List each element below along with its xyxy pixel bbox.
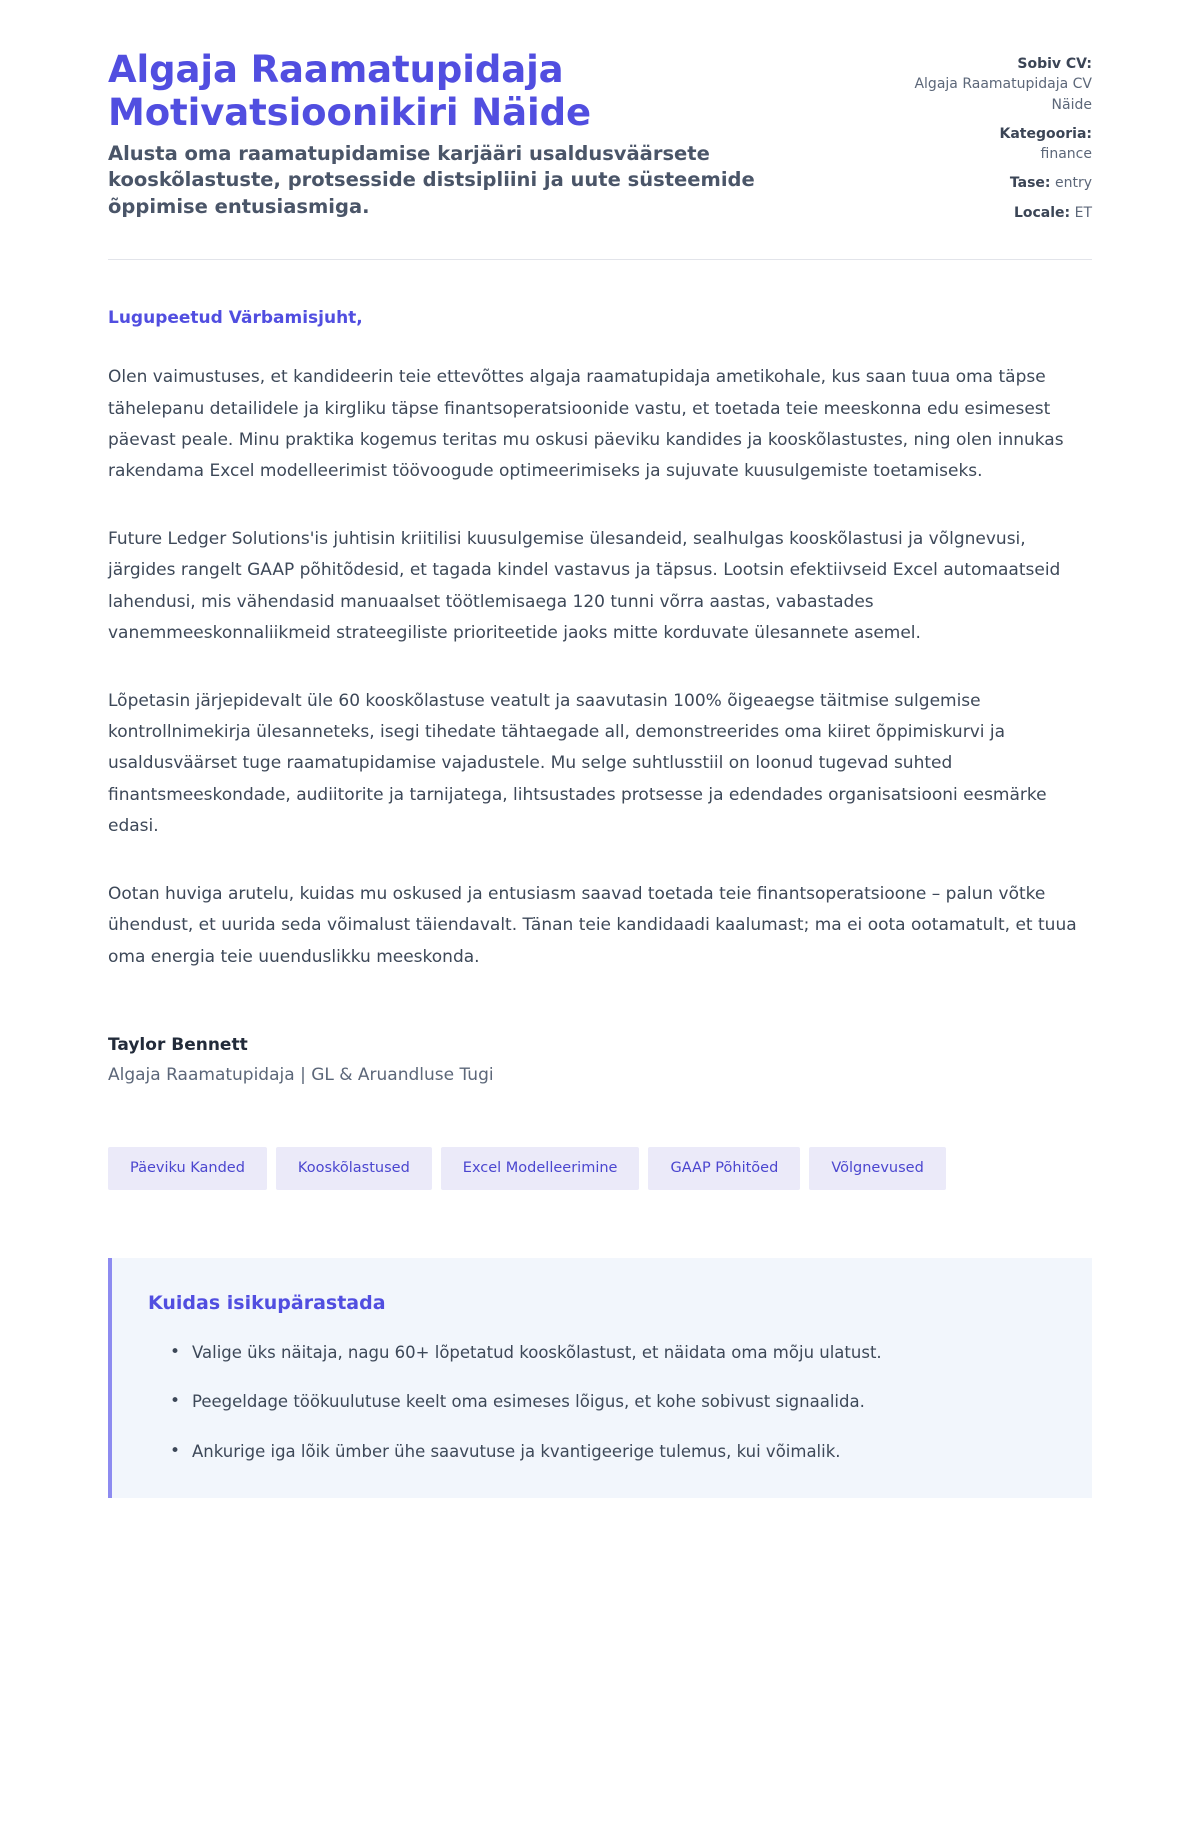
document-header xyxy=(108,48,1092,223)
signature-name: Taylor Bennett xyxy=(108,1035,248,1056)
letter-paragraph: Olen vaimustuses, et kandideerin teie ettevõttes algaja raamatupidaja ametikohale, kus saan tuua oma täpse tähelepanu detailidele ja kirgliku täpse finantsoperatsioonide vastu, et toetada teie meeskonna edu esimesest päevast peale. Minu praktika kogemus teritas mu oskusi päeviku kandides ja kooskõlastustes, ning olen innukas rakendama Excel modelleerimist töövoogude optimeerimiseks ja sujuvate kuusulgemiste toetamiseks. xyxy=(108,367,1064,482)
salutation: Lugupeetud Värbamisjuht, xyxy=(108,308,363,329)
metadata-value-cv: Algaja Raamatupidaja CV Näide xyxy=(914,76,1092,113)
skill-tag[interactable]: Võlgnevused xyxy=(809,1147,945,1190)
metadata-row-category xyxy=(912,124,1092,165)
callout-tip-item: • Peegeldage töökuulutuse keelt oma esimeses lõigus, et kohe sobivust signaalida. xyxy=(170,1389,1052,1415)
callout-title: Kuidas isikupärastada xyxy=(148,1291,386,1314)
callout-tip-list xyxy=(148,1340,1052,1465)
page-subtitle: Alusta oma raamatupidamise karjääri usaldusväärsete kooskõlastuste, protsesside distsipliini ja uute süsteemide õppimise entusiasmiga. xyxy=(108,141,755,218)
metadata-row-cv xyxy=(912,54,1092,115)
page-title: Algaja Raamatupidaja Motivatsioonikiri Näide xyxy=(108,48,591,135)
signature-role: Algaja Raamatupidaja | GL & Aruandluse Tugi xyxy=(108,1065,494,1086)
metadata-label-category: Kategooria: xyxy=(999,125,1092,142)
metadata-row-level xyxy=(912,173,1092,193)
skill-tag[interactable]: Kooskõlastused xyxy=(276,1147,432,1190)
metadata-value-locale: ET xyxy=(1074,204,1092,221)
callout-tip-item: • Valige üks näitaja, nagu 60+ lõpetatud kooskõlastust, et näidata oma mõju ulatust. xyxy=(170,1340,1052,1366)
metadata-label-level: Tase: xyxy=(1009,175,1051,192)
skill-tag[interactable]: Päeviku Kanded xyxy=(108,1147,267,1190)
header-text-block xyxy=(108,48,882,221)
letter-paragraph: Ootan huviga arutelu, kuidas mu oskused ja entusiasm saavad toetada teie finantsoperatsioone – palun võtke ühendust, et uurida seda võimalust täiendavalt. Tänan teie kandidaadi kaalumast; ma ei oota ootamatult, et tuua oma energia teie uuenduslikku meeskonda. xyxy=(108,883,1077,967)
personalization-callout xyxy=(108,1258,1092,1499)
letter-paragraph: Future Ledger Solutions'is juhtisin kriitilisi kuusulgemise ülesandeid, sealhulgas kooskõlastusi ja võlgnevusi, järgides rangelt GAAP põhitõdesid, et tagada kindel vastavus ja täpsus. Lootsin efektiivseid Excel automaatseid lahendusi, mis vähendasid manuaalset töötlemisaega 120 tunni võrra aastas, vabastades vanemmeeskonnaliikmeid strateegiliste prioriteetide jaoks mitte korduvate ülesannete asemel. xyxy=(108,528,1061,644)
metadata-label-cv: Sobiv CV: xyxy=(1017,56,1092,72)
metadata-value-category: finance xyxy=(1040,146,1092,163)
skill-tag[interactable]: GAAP Põhitõed xyxy=(648,1147,800,1190)
skill-tag-list xyxy=(108,1147,1092,1190)
letter-paragraph: Lõpetasin järjepidevalt üle 60 kooskõlastuse veatult ja saavutasin 100% õigeaegse täitmise sulgemise kontrollnimekirja ülesanneteks, isegi tihedate tähtaegade all, demonstreerides oma kiiret õppimiskurvi ja usaldusväärset tuge raamatupidamise vajadustele. Mu selge suhtlusstiil on loonud tugevad suhted finantsmeeskondade, audiitorite ja tarnijatega, lihtsustades protsesse ja edendades organisatsiooni eesmärke edasi. xyxy=(108,690,1047,837)
metadata-value-level: entry xyxy=(1054,175,1092,192)
signature-block xyxy=(108,1035,1092,1085)
skill-tag[interactable]: Excel Modelleerimine xyxy=(441,1147,640,1190)
callout-tip-item: • Ankurige iga lõik ümber ühe saavutuse ja kvantigeerige tulemus, kui võimalik. xyxy=(170,1439,1052,1465)
document-metadata xyxy=(912,48,1092,223)
metadata-label-locale: Locale: xyxy=(1013,204,1071,221)
cover-letter-body xyxy=(108,260,1092,973)
metadata-row-locale xyxy=(912,203,1092,223)
